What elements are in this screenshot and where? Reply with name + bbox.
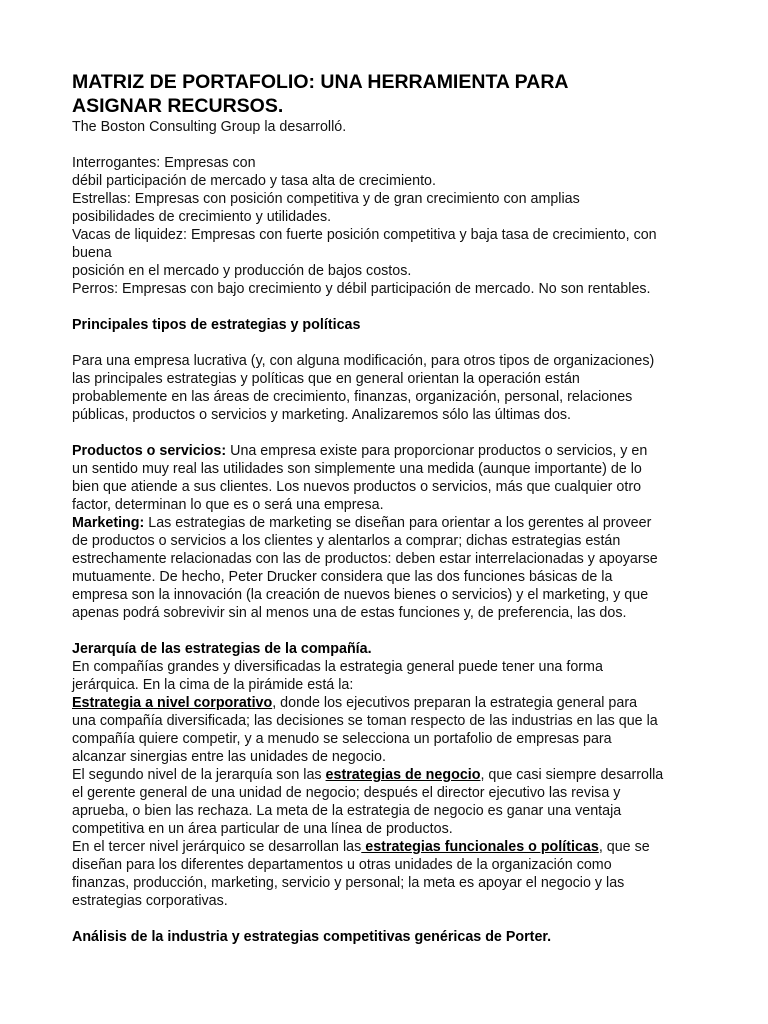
paragraph-line: En compañías grandes y diversificadas la estrategia general puede tener una forma — [72, 659, 603, 675]
paragraph-line: factor, determinan lo que es o será una empresa. — [72, 497, 384, 513]
bcg-line: buena — [72, 245, 112, 261]
hierarchy-heading: Jerarquía de las estrategias de la compañía. — [72, 641, 372, 657]
bcg-line: posición en el mercado y producción de bajos costos. — [72, 263, 412, 279]
paragraph-line: mutuamente. De hecho, Peter Drucker considera que las dos funciones básicas de la — [72, 569, 613, 585]
bcg-line: posibilidades de crecimiento y utilidades. — [72, 209, 332, 225]
paragraph-line: finanzas, producción, marketing, servicio y personal; la meta es apoyar el negocio y las — [72, 875, 625, 891]
products-label: Productos o servicios: — [72, 443, 227, 459]
paragraph-line: estrategias corporativas. — [72, 893, 228, 909]
functional-strategy-term: estrategias funcionales o políticas — [361, 839, 599, 855]
document-page — [72, 70, 702, 946]
paragraph-line: de productos o servicios a los clientes y alentarlos a comprar; dichas estrategias están — [72, 533, 621, 549]
paragraph-line: Para una empresa lucrativa (y, con alguna modificación, para otros tipos de organizaciones) — [72, 353, 655, 369]
paragraph-line: el gerente general de una unidad de negocio; después el director ejecutivo las revisa y — [72, 785, 621, 801]
paragraph-line: públicas, productos o servicios y marketing. Analizaremos sólo las últimas dos. — [72, 407, 572, 423]
bcg-line: Vacas de liquidez: Empresas con fuerte posición competitiva y baja tasa de crecimiento, con — [72, 227, 657, 243]
products-section — [72, 442, 702, 514]
bcg-section — [72, 118, 702, 298]
paragraph-line: una compañía diversificada; las decisiones se toman respecto de las industrias en las que la — [72, 713, 658, 729]
hierarchy-section — [72, 640, 702, 910]
paragraph-line: apenas podrá sobrevivir sin al menos una de estas funciones y, de preferencia, las dos. — [72, 605, 627, 621]
corporate-strategy-term: Estrategia a nivel corporativo — [72, 695, 273, 711]
corporate-first-text: , donde los ejecutivos preparan la estrategia general para — [272, 695, 638, 711]
title-line-2: ASIGNAR RECURSOS. — [72, 95, 284, 117]
paragraph-line: un sentido muy real las utilidades son simplemente una medida (aunque importante) de lo — [72, 461, 642, 477]
corporate-first-line — [72, 694, 702, 712]
porter-heading: Análisis de la industria y estrategias competitivas genéricas de Porter. — [72, 929, 552, 945]
paragraph-line: compañía quiere competir, y a menudo se selecciona un portafolio de empresas para — [72, 731, 612, 747]
business-first-line — [72, 766, 702, 784]
business-first-text: , que casi siempre desarrolla — [480, 767, 664, 783]
paragraph-line: jerárquica. En la cima de la pirámide está la: — [72, 677, 354, 693]
paragraph-line: estrechamente relacionadas con las de productos: deben estar interrelacionadas y apoyarse — [72, 551, 658, 567]
bcg-line: Estrellas: Empresas con posición competitiva y de gran crecimiento con amplias — [72, 191, 580, 207]
paragraph-line: bien que atiende a sus clientes. Los nuevos productos o servicios, más que cualquier otro — [72, 479, 642, 495]
paragraph-line: aprueba, o bien las rechaza. La meta de la estrategia de negocio es ganar una ventaja — [72, 803, 622, 819]
strategies-heading: Principales tipos de estrategias y políticas — [72, 317, 361, 333]
products-first-text: Una empresa existe para proporcionar productos o servicios, y en — [226, 443, 648, 459]
marketing-section — [72, 514, 702, 622]
bcg-line: Interrogantes: Empresas con — [72, 155, 256, 171]
paragraph-line: alcanzar sinergias entre las unidades de negocio. — [72, 749, 386, 765]
business-prefix: El segundo nivel de la jerarquía son las — [72, 767, 326, 783]
document-title — [72, 70, 702, 118]
paragraph-line: las principales estrategias y políticas que en general orientan la operación están — [72, 371, 580, 387]
bcg-line: The Boston Consulting Group la desarrolló. — [72, 119, 347, 135]
products-first-line — [72, 442, 702, 460]
functional-first-line — [72, 838, 702, 856]
paragraph-line: competitiva en un área particular de una línea de productos. — [72, 821, 453, 837]
porter-section — [72, 928, 702, 946]
marketing-first-text: Las estrategias de marketing se diseñan para orientar a los gerentes al proveer — [144, 515, 652, 531]
paragraph-line: diseñan para los diferentes departamentos u otras unidades de la organización como — [72, 857, 612, 873]
marketing-first-line — [72, 514, 702, 532]
bcg-line: Perros: Empresas con bajo crecimiento y débil participación de mercado. No son rentables. — [72, 281, 651, 297]
bcg-line: débil participación de mercado y tasa alta de crecimiento. — [72, 173, 436, 189]
functional-first-text: , que se — [598, 839, 650, 855]
title-line-1: MATRIZ DE PORTAFOLIO: UNA HERRAMIENTA PARA — [72, 71, 569, 93]
paragraph-line: empresa son la innovación (la creación de nuevos bienes o servicios) y el marketing, y que — [72, 587, 649, 603]
marketing-label: Marketing: — [72, 515, 145, 531]
paragraph-line: probablemente en las áreas de crecimiento, finanzas, organización, personal, relaciones — [72, 389, 633, 405]
strategies-section — [72, 316, 702, 424]
functional-prefix: En el tercer nivel jerárquico se desarrollan las — [72, 839, 362, 855]
business-strategy-term: estrategias de negocio — [325, 767, 481, 783]
